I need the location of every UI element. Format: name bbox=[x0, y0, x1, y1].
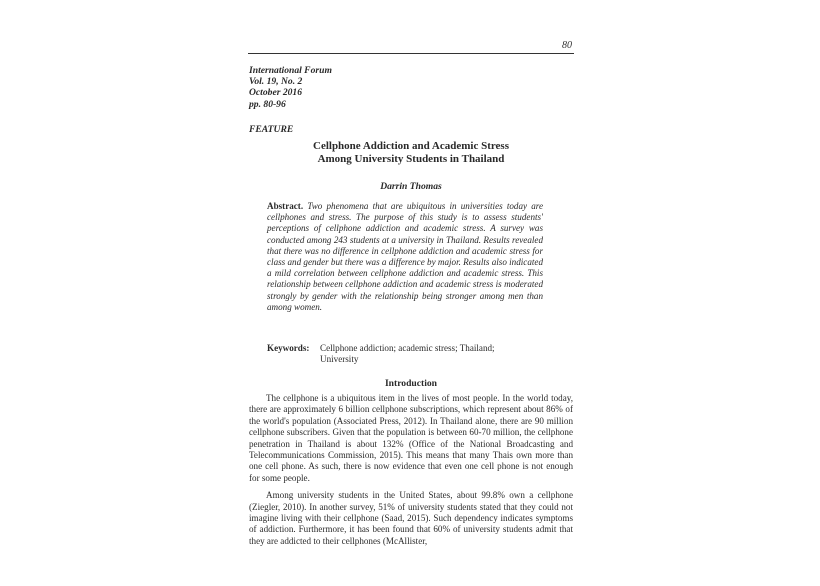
header-rule bbox=[248, 53, 574, 54]
title-line-2: Among University Students in Thailand bbox=[317, 153, 505, 165]
keywords-label: Keywords: bbox=[267, 343, 310, 353]
section-label: FEATURE bbox=[249, 124, 294, 135]
introduction-paragraph-2: Among university students in the United States, about 99.8% own a cellphone (Ziegler, 2010). In another survey, 51% of university students stated that they could not imagine living with their cellphone (Saad, 2015). Such dependency indicates symptoms of addiction. Furthermore, it has been found that 60% of university students admit that they are addicted to their cellphones (McAllister, bbox=[249, 490, 573, 546]
introduction-body bbox=[249, 393, 573, 553]
abstract-text: Two phenomena that are ubiquitous in universities today are cellphones and stress. The purpose of this study is to assess students' perceptions of cellphone addiction and academic stress. A survey was conducted among 243 students at a university in Thailand. Results revealed that there was no difference in cellphone addiction and academic stress for class and gender but there was a difference by major. Results also indicated a mild correlation between cellphone addiction and academic stress. This relationship between cellphone addiction and academic stress is moderated strongly by gender with the relationship being stronger among men than among women. bbox=[267, 201, 543, 312]
abstract-label: Abstract. bbox=[267, 201, 304, 211]
introduction-paragraph-1: The cellphone is a ubiquitous item in the lives of most people. In the world today, there are approximately 6 billion cellphone subscriptions, which represent about 86% of the world's population (Associated Press, 2012). In Thailand alone, there are 90 million cellphone subscribers. Given that the population is between 60-70 million, the cellphone penetration in Thailand is about 132% (Office of the National Broadcasting and Telecommunications Commission, 2015). This means that many Thais own more than one cell phone. As such, there is now evidence that even one cell phone is not enough for some people. bbox=[249, 393, 573, 483]
author-name: Darrin Thomas bbox=[380, 181, 442, 192]
keywords-text: Cellphone addiction; academic stress; Thailand; University bbox=[320, 343, 495, 364]
paper-title bbox=[248, 140, 574, 166]
journal-volume: Vol. 19, No. 2 bbox=[249, 76, 303, 88]
title-line-1: Cellphone Addiction and Academic Stress bbox=[313, 140, 509, 152]
abstract bbox=[267, 201, 543, 313]
introduction-heading: Introduction bbox=[384, 378, 438, 389]
page-number: 80 bbox=[562, 40, 572, 51]
journal-date: October 2016 bbox=[249, 87, 303, 99]
journal-name: International Forum bbox=[249, 65, 332, 76]
journal-info bbox=[249, 65, 332, 110]
journal-pages: pp. 80-96 bbox=[249, 98, 286, 110]
